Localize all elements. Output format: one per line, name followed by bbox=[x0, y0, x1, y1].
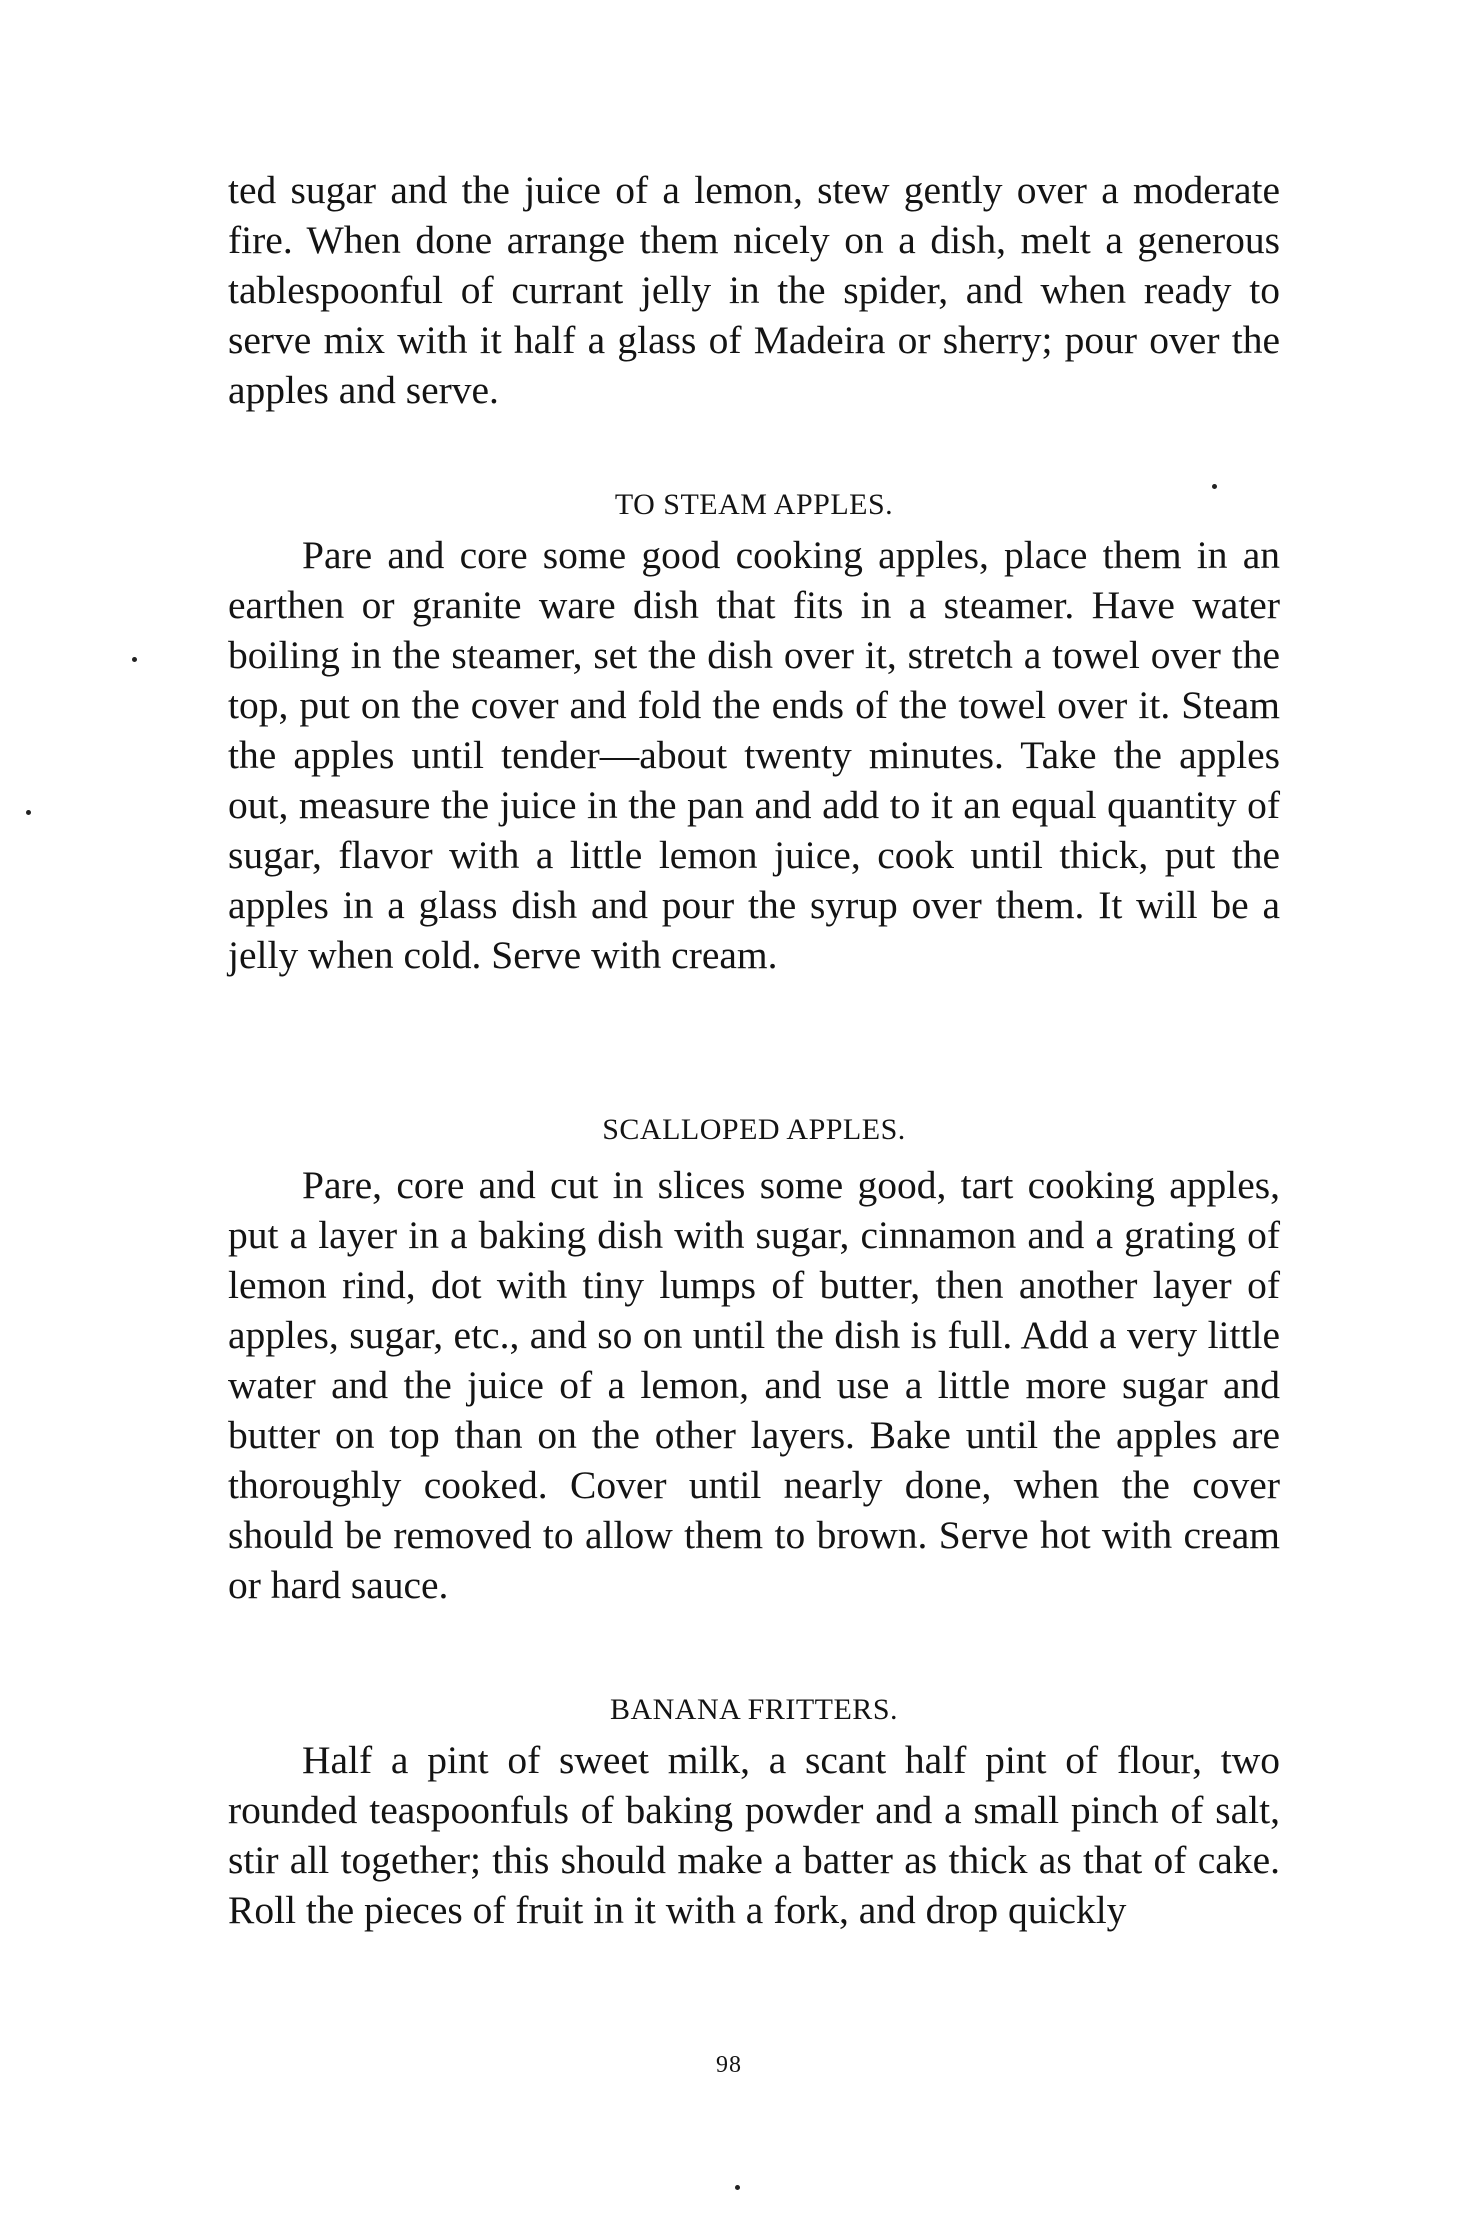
intro-paragraph: ted sugar and the juice of a lemon, stew gently over a moderate fire. When done arrange them nicely on a dish, melt a generous tablespoonful of currant jelly in the spider, and when ready to serve mix with it half a glass of Madeira or sherry; pour over the apples and serve. bbox=[228, 168, 1280, 412]
section-title-steam-apples: TO STEAM APPLES. bbox=[614, 488, 894, 521]
print-speck bbox=[26, 810, 31, 815]
print-speck bbox=[1212, 484, 1217, 489]
section-body-scalloped-apples: Pare, core and cut in slices some good, tart cooking apples, put a layer in a baking dish with sugar, cinnamon and a grating of lemon rind, dot with tiny lumps of butter, then another layer of apples, sugar, etc., and so on until the dish is full. Add a very little water and the juice of a lemon, and use a little more sugar and butter on top than on the other layers. Bake until the apples are thoroughly cooked. Cover until nearly done, when the cover should be removed to allow them to brown. Serve hot with cream or hard sauce. bbox=[228, 1163, 1280, 1607]
print-speck bbox=[132, 657, 137, 662]
section-title-scalloped-apples: SCALLOPED APPLES. bbox=[602, 1113, 906, 1146]
print-speck bbox=[735, 2185, 740, 2190]
page-number: 98 bbox=[716, 2052, 742, 2078]
section-title-banana-fritters: BANANA FRITTERS. bbox=[609, 1693, 899, 1726]
section-body-banana-fritters: Half a pint of sweet milk, a scant half pint of flour, two rounded teaspoonfuls of baking powder and a small pinch of salt, stir all together; this should make a batter as thick as that of cake. Roll the pieces of fruit in it with a fork, and drop quickly bbox=[228, 1738, 1280, 1932]
section-body-steam-apples: Pare and core some good cooking apples, place them in an earthen or granite ware dish that fits in a steamer. Have water boiling in the steamer, set the dish over it, stretch a towel over the top, put on the cover and fold the ends of the towel over it. Steam the apples until tender—about twenty minutes. Take the apples out, measure the juice in the pan and add to it an equal quantity of sugar, flavor with a little lemon juice, cook until thick, put the apples in a glass dish and pour the syrup over them. It will be a jelly when cold. Serve with cream. bbox=[228, 533, 1280, 977]
